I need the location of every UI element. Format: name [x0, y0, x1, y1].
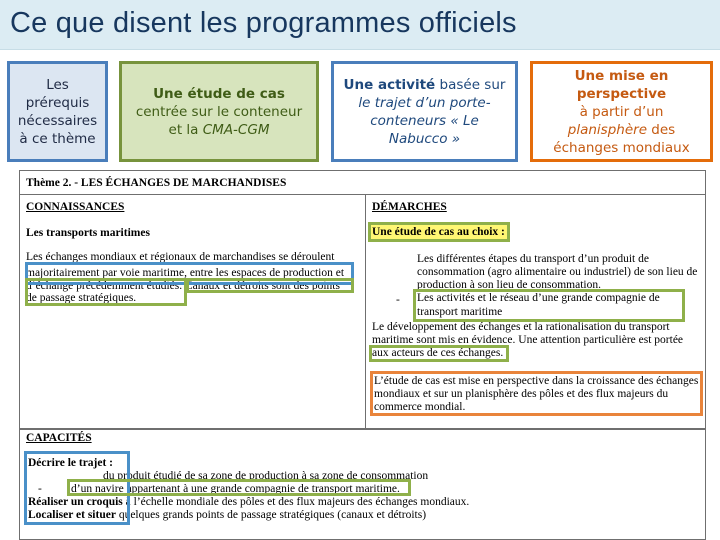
dem-line-10: mondiaux et sur un planisphère des pôles et des flux majeurs du: [374, 388, 669, 400]
cap-line-2: d’un navire appartenant à une grande compagnie de transport maritime.: [71, 483, 400, 495]
slide-title: Ce que disent les programmes officiels: [10, 7, 517, 39]
activity-box: [331, 61, 518, 162]
cap-dash: -: [38, 483, 42, 495]
dem-line-1: Les différentes étapes du transport d’un produit de: [417, 253, 649, 265]
dem-line-4: Les activités et le réseau d’une grande compagnie de: [417, 292, 660, 304]
highlight-etude-choix-frame: [368, 222, 510, 242]
cap-line-1: du produit étudié de sa zone de production à sa zone de consommation: [103, 470, 429, 482]
conn-line-1: Les échanges mondiaux et régionaux de marchandises se déroulent: [26, 251, 335, 263]
activity-title: Une activité: [343, 76, 436, 93]
perspective-map: planisphère: [567, 121, 648, 138]
title-bar: [0, 0, 720, 50]
etude-choix: Une étude de cas au choix :: [372, 226, 505, 238]
perspective-text: [539, 67, 704, 157]
cap-line-3b: à l’échelle mondiale des pôles et des flux majeurs des échanges mondiaux.: [122, 496, 470, 508]
highlight-canaux: [186, 278, 354, 293]
activity-connector: basée sur: [435, 76, 506, 93]
highlight-espaces: [25, 278, 187, 306]
capacites-heading: CAPACITÉS: [26, 432, 92, 444]
dem-line-11: commerce mondial.: [374, 401, 466, 413]
dem-line-3: production à son lieu de consommation.: [417, 279, 601, 291]
case-study-desc-text: centrée sur le conteneur et la: [135, 103, 303, 138]
dem-line-2: consommation (agro alimentaire ou industriel) de son lieu de: [417, 266, 698, 278]
decrire-heading: Décrire le trajet :: [28, 457, 114, 469]
demarches-heading: DÉMARCHES: [372, 201, 447, 213]
highlight-acteurs: [369, 345, 509, 362]
transports-heading: Les transports maritimes: [26, 227, 150, 239]
cap-line-4a: Localiser et situer: [28, 509, 116, 521]
dem-line-8: aux acteurs de ces échanges.: [372, 347, 504, 359]
highlight-navire: [67, 479, 411, 496]
case-study-title: Une étude de cas: [153, 85, 285, 102]
cap-line-3a: Réaliser un croquis: [28, 496, 123, 508]
connaissances-heading: CONNAISSANCES: [26, 201, 125, 213]
activity-desc: le trajet d’un porte-conteneurs « Le Nabucco »: [358, 94, 491, 147]
perspective-box: [530, 61, 713, 162]
column-divider: [365, 195, 366, 428]
case-study-text: [128, 85, 310, 139]
dem-dash: -: [396, 294, 400, 306]
conn-line-3b: Canaux et détroits sont des points: [182, 280, 340, 292]
prereq-box: [7, 61, 108, 162]
perspective-end: des échanges mondiaux: [553, 121, 690, 156]
perspective-connector: à partir d’un: [579, 103, 664, 120]
dem-line-6: Le développement des échanges et la rationalisation du transport: [372, 321, 670, 333]
conn-line-3a: d’échange précédemment étudiés.: [26, 280, 183, 292]
perspective-title: Une mise en perspective: [574, 67, 669, 102]
highlight-perspective: [370, 371, 703, 416]
cap-line-4b: quelques grands points de passage stratégiques (canaux et détroits): [115, 509, 427, 521]
program-document: [19, 170, 706, 540]
conn-line-2: majoritairement par voie maritime, entre les espaces de production et: [26, 267, 345, 279]
prereq-text: Les prérequis nécessaires à ce thème: [17, 76, 98, 147]
header-divider: [20, 194, 705, 195]
dem-line-7: maritime sont mis en évidence. Une attention particulière est portée: [372, 334, 684, 346]
conn-line-4: de passage stratégiques.: [26, 292, 137, 304]
dem-line-5: transport maritime: [417, 306, 503, 318]
case-study-box: [119, 61, 319, 162]
activity-text: [340, 76, 509, 148]
case-study-company: CMA-CGM: [202, 121, 270, 138]
perspective-desc: [539, 103, 704, 157]
dem-line-9: L’étude de cas est mise en perspective dans la croissance des échanges: [374, 375, 699, 387]
case-study-desc: [128, 103, 310, 139]
theme-heading: Thème 2. - LES ÉCHANGES DE MARCHANDISES: [26, 177, 287, 189]
highlight-compagnie: [413, 289, 685, 322]
capacites-divider: [20, 428, 705, 430]
